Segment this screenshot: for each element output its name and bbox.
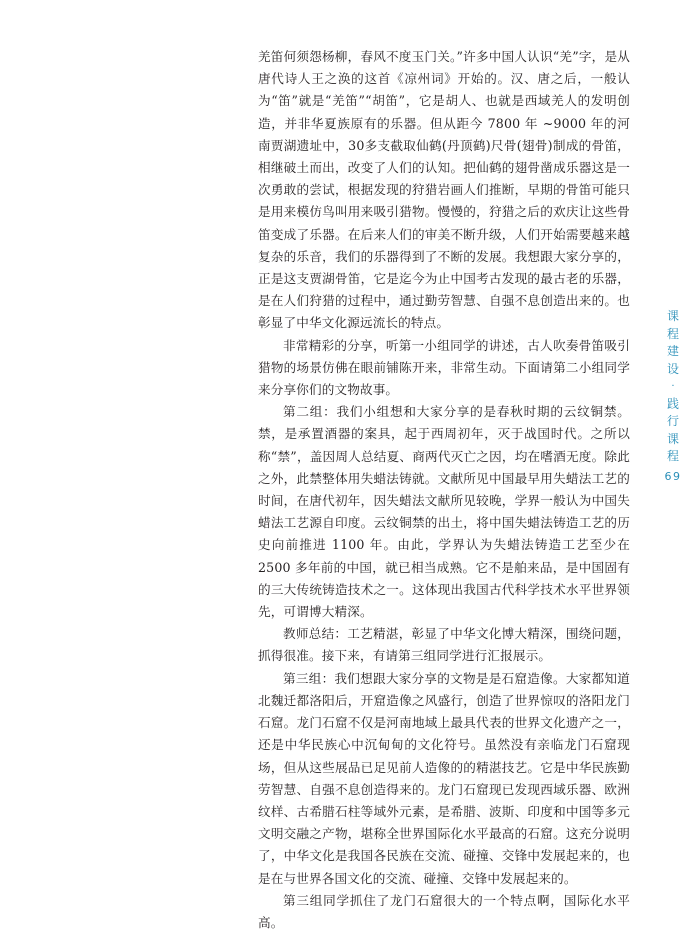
side-label-char: 课: [666, 309, 679, 323]
paragraph-guqiang-flute: 羌笛何须怨杨柳，春风不度玉门关。”许多中国人认识“羌”字，是从唐代诗人王之涣的这首《凉州词》开始的。汉、唐之后，一般认为“笛”就是“羌笛”“胡笛”，它是胡人、也就是西域羌人的发明创造，并非华夏族原有的乐器。但从距今 7800 年 ~9000 年的河南贾湖遗址中，30多支截取仙鹤(丹顶鹤)尺骨(翅骨)制成的骨笛，相继破土而出，改变了人们的认知。把仙鹤的翅骨凿成乐器这是一次勇敢的尝试，根据发现的狩猎岩画人们推断，早期的骨笛可能只是用来模仿鸟叫用来吸引猎物。慢慢的，狩猎之后的欢庆让这些骨笛变成了乐器。在后来人们的审美不断升级，人们开始需要越来越复杂的乐音，我们的乐器得到了不断的发展。我想跟大家分享的，正是这支贾湖骨笛，它是迄今为止中国考古发现的最古老的乐器，是在人们狩猎的过程中，通过勤劳智慧、自强不息创造出来的。也彰显了中华文化源远流长的特点。: [258, 49, 630, 331]
side-label-char: 程: [666, 326, 679, 341]
paragraph-teacher-comment-2: 第三组同学抓住了龙门石窟很大的一个特点啊，国际化水平高。: [258, 892, 630, 930]
side-label-char: 建: [666, 344, 679, 358]
side-label-char: 行: [666, 414, 679, 428]
side-label-char: 课: [666, 431, 679, 446]
page-number: 69: [664, 469, 682, 483]
side-label-char: 设: [666, 361, 679, 376]
side-label-char: 践: [666, 396, 679, 411]
side-label-char: 程: [666, 449, 679, 463]
paragraph-group-three: 第三组：我们想跟大家分享的文物是是石窟造像。大家都知道北魏迁都洛阳后，开窟造像之风盛行，创造了世界惊叹的洛阳龙门石窟。龙门石窟不仅是河南地域上最具代表的世界文化遗产之一，还是中华民族心中沉甸甸的文化符号。虽然没有亲临龙门石窟现场，但从这些展品已足见前人造像的的精湛技艺。它是中华民族勤劳智慧、自强不息创造得来的。龙门石窟现已发现西域乐器、欧洲纹样、古希腊石柱等域外元素，是希腊、波斯、印度和中国等多元文明交融之产物，堪称全世界国际化水平最高的石窟。这充分说明了，中华文化是我国各民族在交流、碰撞、交锋中发展起来的，也是在与世界各国文化的交流、碰撞、交锋中发展起来的。: [258, 670, 630, 886]
paragraph-group-two: 第二组：我们小组想和大家分享的是春秋时期的云纹铜禁。禁，是承置酒器的案具，起于西周初年，灭于战国时代。之所以称“禁”，盖因周人总结夏、商两代灭亡之因，均在嗜酒无度。除此之外，此禁整体用失蜡法铸就。文献所见中国最早用失蜡法工艺的时间，在唐代初年，因失蜡法文献所见较晚，学界一般认为中国失蜡法工艺源自印度。云纹铜禁的出土，将中国失蜡法铸造工艺的历史向前推进 1100 年。由此，学界认为失蜡法铸造工艺至少在 2500 多年前的中国，就已相当成熟。它不是舶来品，是中国固有的三大传统铸造技术之一。这体现出我国古代科学技术水平世界领先，可谓博大精深。: [258, 404, 630, 620]
paragraph-teacher-summary: 教师总结：工艺精湛，彰显了中华文化博大精深，围绕问题，抓得很准。接下来，有请第三组同学进行汇报展示。: [258, 626, 630, 664]
side-label-separator: ·: [671, 381, 675, 392]
paragraph-teacher-comment-1: 非常精彩的分享，听第一小组同学的讲述，古人吹奏骨笛吸引猎物的场景仿佛在眼前铺陈开来，非常生动。下面请第二小组同学来分享你们的文物故事。: [258, 337, 630, 398]
body-text: [258, 46, 630, 934]
chapter-side-label: [665, 308, 681, 483]
